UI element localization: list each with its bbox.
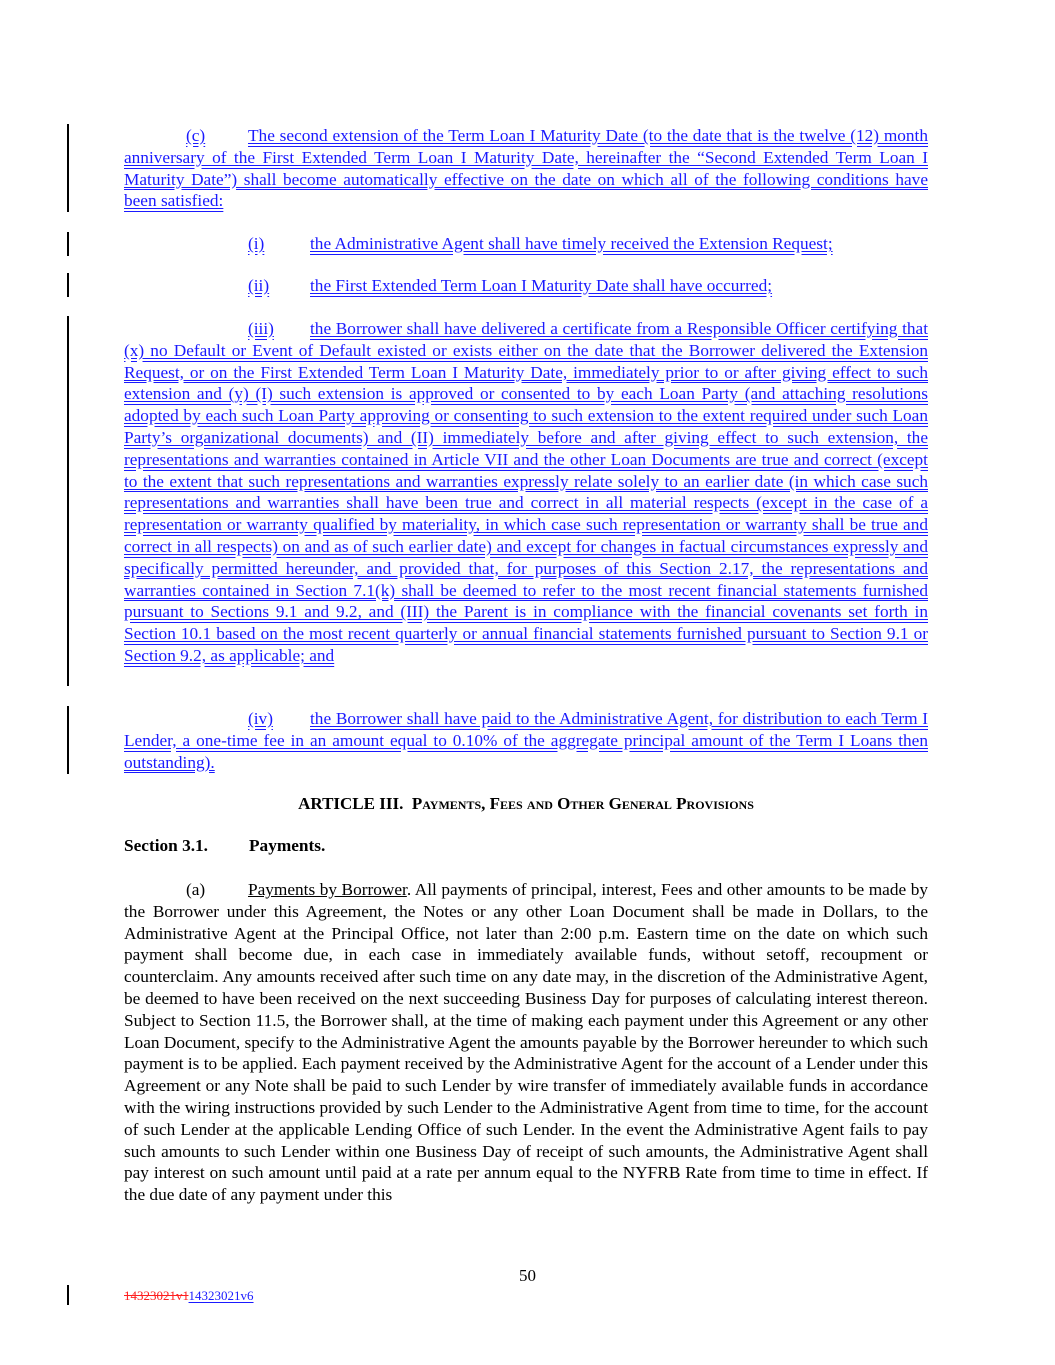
change-bar xyxy=(67,232,69,256)
section-title: Payments. xyxy=(249,836,326,855)
paragraph-c xyxy=(124,125,928,212)
article-heading xyxy=(124,794,928,814)
change-bar xyxy=(67,316,69,686)
item-ii-label: (ii) xyxy=(248,276,270,295)
item-i-text: the Administrative Agent shall have timely received the Extension Request; xyxy=(310,234,833,253)
section-heading xyxy=(124,836,325,856)
footer-deleted-id: 14323021v1 xyxy=(124,1288,189,1303)
paragraph-a-text: . All payments of principal, interest, Fees and other amounts to be made by the Borrower under this Agreement, the Notes or any other Loan Document shall be made in Dollars, to the Administrative Agent at the Principal Office, not later than 2:00 p.m. Eastern time on the date on which such payment shall become due, in each case in immediately available funds, without setoff, recoupment or counterclaim. Any amounts received after such time on any date may, in the discretion of the Administrative Agent, be deemed to have been received on the next succeeding Business Day for purposes of calculating interest thereon. Subject to Section 11.5, the Borrower shall, at the time of making each payment under this Agreement or any other Loan Document, specify to the Administrative Agent the amounts payable by the Borrower hereunder to which such payment is to be applied. Each payment received by the Administrative Agent for the account of a Lender under this Agreement or any Note shall be paid to such Lender by wire transfer of immediately available funds in accordance with the wiring instructions provided by such Lender to the Administrative Agent from time to time, for the account of such Lender at the applicable Lending Office of such Lender. In the event the Administrative Agent fails to pay such amounts to such Lender within one Business Day of receipt of such amounts, the Administrative Agent shall pay interest on such amount until paid at a rate per annum equal to the NYFRB Rate from time to time in effect. If the due date of any payment under this xyxy=(124,880,928,1205)
article-number: ARTICLE III. xyxy=(298,794,404,813)
article-title: Payments, Fees and Other General Provisions xyxy=(411,794,754,813)
item-iii-label: (iii) xyxy=(248,319,274,338)
item-ii xyxy=(124,275,928,297)
footer-doc-id xyxy=(124,1288,254,1304)
page-number: 50 xyxy=(519,1266,536,1285)
section-number: Section 3.1. xyxy=(124,836,209,855)
footer-inserted-id: 14323021v6 xyxy=(188,1288,254,1303)
item-iv xyxy=(124,708,928,773)
change-bar xyxy=(67,1285,69,1305)
item-i xyxy=(124,233,928,255)
paragraph-a-label: (a) xyxy=(186,880,206,899)
item-iv-text: the Borrower shall have paid to the Administrative Agent, for distribution to each Term I Lender, a one-time fee in an amount equal to 0.10% of the aggregate principal amount of the Term I Loans then outstanding). xyxy=(124,709,928,772)
paragraph-a xyxy=(124,879,928,1206)
paragraph-c-label: (c) xyxy=(186,126,206,145)
paragraph-a-heading: Payments by Borrower xyxy=(248,880,407,899)
item-iii-text: the Borrower shall have delivered a certificate from a Responsible Officer certifying that (x) no Default or Event of Default existed or exists either on the date that the Borrower delivered the Extension Request, or on the First Extended Term Loan I Maturity Date, immediately prior to or after giving effect to such extension and (y) (I) such extension is approved or consented to by each Loan Party (and attaching resolutions adopted by each such Loan Party approving or consenting to such extension to the extent required under such Loan Party’s organizational documents) and (II) immediately before and after giving effect to such extension, the representations and warranties contained in Article VII and the other Loan Documents are true and correct (except to the extent that such representations and warranties expressly relate solely to an earlier date (in which case such representations and warranties shall have been true and correct in all material respects (except in the case of a representation or warranty qualified by materiality, in which case such representation or warranty shall be true and correct in all respects) on and as of such earlier date) and except for changes in factual circumstances expressly and specifically permitted hereunder, and provided that, for purposes of this Section 2.17, the representations and warranties contained in Section 7.1(k) shall be deemed to refer to the most recent financial statements furnished pursuant to Sections 9.1 and 9.2, and (III) the Parent is in compliance with the financial covenants set forth in Section 10.1 based on the most recent quarterly or annual financial statements furnished pursuant to Section 9.1 or Section 9.2, as applicable; and xyxy=(124,319,928,665)
item-iii xyxy=(124,318,928,667)
item-iv-label: (iv) xyxy=(248,709,273,728)
change-bar xyxy=(67,273,69,297)
paragraph-c-text: The second extension of the Term Loan I Maturity Date (to the date that is the twelve (12) month anniversary of the First Extended Term Loan I Maturity Date, hereinafter the “Second Extended Term Loan I Maturity Date”) shall become automatically effective on the date on which all of the following conditions have been satisfied: xyxy=(124,126,928,211)
change-bar xyxy=(67,706,69,774)
item-i-label: (i) xyxy=(248,234,265,253)
change-bar xyxy=(67,124,69,212)
item-ii-text: the First Extended Term Loan I Maturity Date shall have occurred; xyxy=(310,276,773,295)
